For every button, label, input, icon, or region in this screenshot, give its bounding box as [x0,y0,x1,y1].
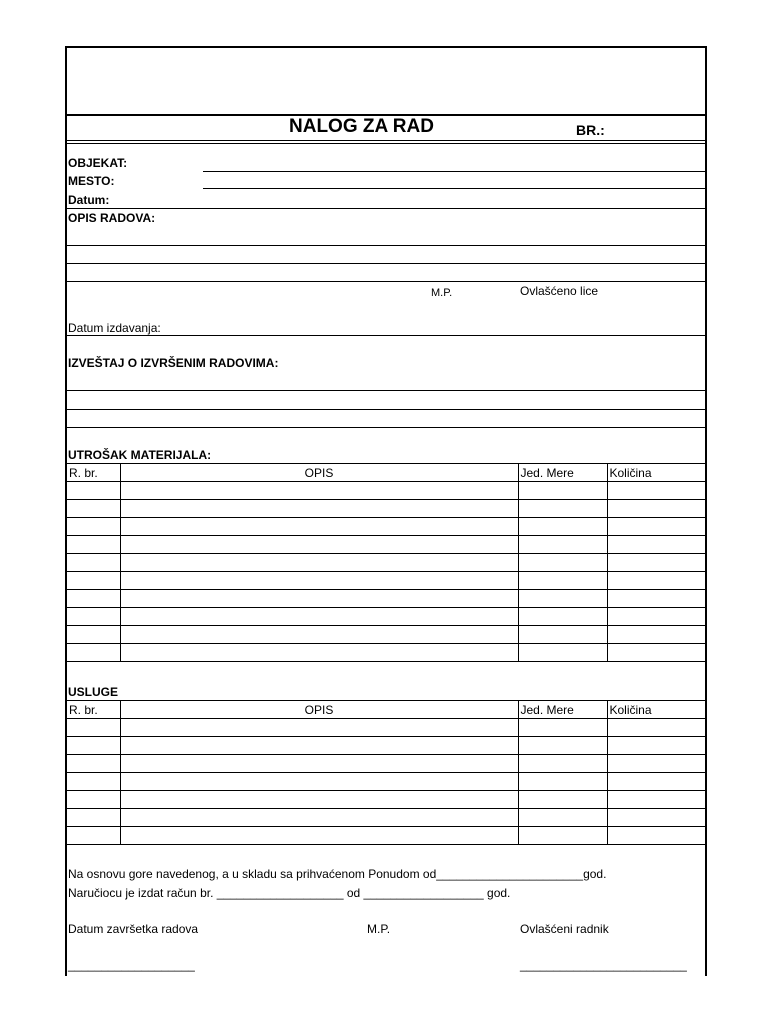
materials-table [67,463,705,662]
table-cell[interactable] [518,737,607,755]
table-row[interactable] [67,737,705,755]
services-label: USLUGE [68,685,119,699]
title-divider [67,140,705,141]
table-row[interactable] [67,500,705,518]
table-cell[interactable] [518,572,607,590]
table-cell[interactable] [67,773,120,791]
table-cell[interactable] [607,536,705,554]
table-cell[interactable] [518,644,607,662]
table-cell[interactable] [518,626,607,644]
column-header: R. br. [67,701,120,719]
table-cell[interactable] [518,791,607,809]
table-cell[interactable] [607,773,705,791]
objekat-label: OBJEKAT: [68,156,128,170]
mesto-field[interactable] [203,188,705,189]
table-header-row [67,464,705,482]
worker-signature-line[interactable]: _________________________ [520,958,687,972]
table-cell[interactable] [67,590,120,608]
table-cell[interactable] [607,554,705,572]
table-row[interactable] [67,572,705,590]
datum-label: Datum: [68,193,110,207]
table-cell[interactable] [607,809,705,827]
table-row[interactable] [67,809,705,827]
table-cell[interactable] [67,791,120,809]
table-row[interactable] [67,590,705,608]
table-row[interactable] [67,791,705,809]
table-cell[interactable] [607,518,705,536]
table-cell[interactable] [607,737,705,755]
page-title: NALOG ZA RAD [289,116,434,137]
table-cell[interactable] [67,554,120,572]
table-cell[interactable] [67,719,120,737]
table-cell[interactable] [120,572,518,590]
table-cell[interactable] [67,572,120,590]
column-header: Količina [607,701,705,719]
mesto-label: MESTO: [68,174,115,188]
table-cell[interactable] [120,755,518,773]
column-header: OPIS [120,701,518,719]
table-cell[interactable] [120,554,518,572]
table-cell[interactable] [120,500,518,518]
table-cell[interactable] [67,626,120,644]
issue-date-label: Datum izdavanja: [68,321,161,335]
table-row[interactable] [67,518,705,536]
table-cell[interactable] [120,626,518,644]
table-cell[interactable] [518,827,607,845]
title-divider-double [67,143,705,144]
authorized-worker-label: Ovlašćeni radnik [520,922,609,936]
table-cell[interactable] [607,626,705,644]
table-cell[interactable] [518,500,607,518]
table-cell[interactable] [120,518,518,536]
column-header: R. br. [67,464,120,482]
opis-line-2[interactable] [67,263,705,264]
table-cell[interactable] [607,827,705,845]
table-cell[interactable] [518,719,607,737]
table-cell[interactable] [607,572,705,590]
materials-label: UTROŠAK MATERIJALA: [68,448,212,462]
opis-line-3[interactable] [67,281,705,282]
table-cell[interactable] [120,482,518,500]
table-cell[interactable] [518,482,607,500]
table-cell[interactable] [607,791,705,809]
table-row[interactable] [67,482,705,500]
table-row[interactable] [67,827,705,845]
table-cell[interactable] [67,608,120,626]
opis-radova-label: OPIS RADOVA: [68,211,156,225]
footer-mp: M.P. [367,922,391,936]
authorized-person-label: Ovlašćeno lice [520,284,599,298]
work-order-form [65,46,707,976]
order-number-label: BR.: [576,122,605,138]
table-cell[interactable] [67,755,120,773]
completion-date-signature-line[interactable]: ___________________ [68,958,195,972]
report-line-2[interactable] [67,409,705,410]
stamp-mp: M.P. [431,287,453,299]
table-row[interactable] [67,536,705,554]
table-cell[interactable] [607,644,705,662]
table-cell[interactable] [120,590,518,608]
table-row[interactable] [67,608,705,626]
table-cell[interactable] [607,482,705,500]
table-row[interactable] [67,755,705,773]
report-label: IZVEŠTAJ O IZVRŠENIM RADOVIMA: [68,356,279,370]
services-table [67,700,705,845]
table-cell[interactable] [120,536,518,554]
completion-date-label: Datum završetka radova [68,922,199,936]
table-cell[interactable] [67,737,120,755]
column-header: OPIS [120,464,518,482]
report-line-3[interactable] [67,427,705,428]
table-row[interactable] [67,644,705,662]
objekat-field[interactable] [203,171,705,172]
table-cell[interactable] [120,773,518,791]
table-cell[interactable] [120,827,518,845]
table-row[interactable] [67,626,705,644]
table-cell[interactable] [518,536,607,554]
table-cell[interactable] [67,809,120,827]
issue-divider [67,335,705,336]
table-cell[interactable] [518,773,607,791]
table-cell[interactable] [518,590,607,608]
table-cell[interactable] [67,500,120,518]
table-cell[interactable] [67,536,120,554]
table-cell[interactable] [518,554,607,572]
footer-invoice-line: Naručiocu je izdat račun br. ___________________ od __________________ god. [68,886,511,900]
table-cell[interactable] [120,809,518,827]
table-row[interactable] [67,773,705,791]
table-cell[interactable] [120,608,518,626]
table-cell[interactable] [518,809,607,827]
table-cell[interactable] [120,737,518,755]
report-line-1[interactable] [67,390,705,391]
table-cell[interactable] [518,518,607,536]
table-cell[interactable] [120,644,518,662]
table-cell[interactable] [607,590,705,608]
fields-divider [67,208,705,209]
table-header-row [67,701,705,719]
table-cell[interactable] [120,791,518,809]
footer-offer-line: Na osnovu gore navedenog, a u skladu sa prihvaćenom Ponudom od______________________god. [68,867,607,881]
table-row[interactable] [67,554,705,572]
column-header: Jed. Mere [518,464,607,482]
table-cell[interactable] [607,608,705,626]
table-cell[interactable] [67,482,120,500]
table-cell[interactable] [607,500,705,518]
table-cell[interactable] [67,644,120,662]
table-cell[interactable] [518,608,607,626]
opis-line-1[interactable] [67,245,705,246]
table-cell[interactable] [67,827,120,845]
table-cell[interactable] [607,755,705,773]
table-cell[interactable] [120,719,518,737]
table-cell[interactable] [518,755,607,773]
table-row[interactable] [67,719,705,737]
column-header: Jed. Mere [518,701,607,719]
column-header: Količina [607,464,705,482]
table-cell[interactable] [607,719,705,737]
table-cell[interactable] [67,518,120,536]
